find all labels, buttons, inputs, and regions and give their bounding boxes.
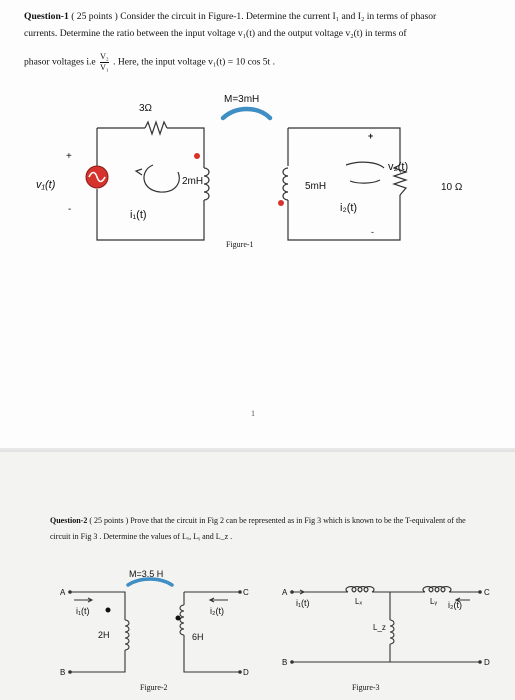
fig2-polarity-dot-left-icon	[106, 608, 111, 613]
fig2-node-b: B	[60, 668, 66, 677]
inductor-lz-icon	[390, 620, 394, 644]
fig3-current-1-label: i₁(t)	[296, 598, 310, 608]
fig2-mutual-coupling-icon	[128, 579, 172, 585]
fig3-node-c: C	[484, 588, 490, 597]
mesh-current-1-label: i₁(t)	[130, 209, 147, 221]
fig2-polarity-dot-right-icon	[176, 616, 181, 621]
fraction-numerator: V₂	[100, 52, 109, 61]
fig2-terminal-c-icon	[238, 590, 242, 594]
fig3-terminal-d-icon	[478, 660, 482, 664]
fig3-current-2-label: i₂(t)	[448, 600, 462, 610]
mutual-inductance-label: M=3mH	[224, 94, 260, 105]
inductor-lx-icon	[346, 587, 374, 592]
fig3-node-b: B	[282, 658, 288, 667]
fig3-terminal-a-icon	[290, 590, 294, 594]
inductor-ly-icon	[423, 587, 451, 592]
fig2-current-2-arrow	[210, 598, 228, 602]
inductor-5mh-label: 5mH	[305, 181, 327, 192]
fig2-inductor-2h-label: 2H	[98, 630, 110, 640]
question-1-line-2: currents. Determine the ratio between the input voltage v₁(t) and the output voltage v₂(t) in terms of	[24, 28, 407, 39]
page-number-mark: 1	[251, 409, 255, 418]
question-1-line-3-start: phasor voltages i.e	[24, 56, 96, 68]
figure-1-caption: Figure-1	[226, 240, 254, 249]
source-voltage-label: v₁(t)	[36, 179, 56, 191]
inductor-6h-icon	[180, 605, 184, 635]
fig2-inductor-6h-label: 6H	[192, 632, 204, 642]
fig2-terminal-d-icon	[238, 670, 242, 674]
source-plus-sign: +	[66, 151, 72, 162]
figure-3-caption: Figure-3	[352, 683, 380, 692]
fig2-node-c: C	[243, 588, 249, 597]
fig2-terminal-b-icon	[68, 670, 72, 674]
fig3-node-a: A	[282, 588, 288, 597]
figure-2-caption: Figure-2	[140, 683, 168, 692]
fig3-lx-label: Lₓ	[355, 597, 363, 606]
output-voltage-label: v₂(t)	[388, 161, 409, 173]
fig3-ly-label: Lᵧ	[430, 597, 438, 606]
fig2-left-bottom-wire	[70, 650, 125, 672]
fig3-lz-label: L_z	[373, 623, 386, 632]
fraction-denominator: V₁	[100, 63, 109, 72]
fig2-current-1-arrow	[74, 598, 92, 602]
fig3-node-d: D	[484, 658, 490, 667]
fig2-current-2-label: i₂(t)	[210, 606, 224, 616]
output-minus-sign: -	[371, 227, 374, 237]
fig2-terminal-a-icon	[68, 590, 72, 594]
question-1-line-1-text: Consider the circuit in Figure-1. Determine the current I₁ and I₂ in terms of phasor	[120, 11, 437, 22]
mesh-current-2-label: i₂(t)	[340, 202, 358, 214]
inductor-2mh-label: 2mH	[182, 176, 204, 187]
resistor-3ohm-label: 3Ω	[139, 103, 153, 114]
fig3-terminal-b-icon	[290, 660, 294, 664]
question-2-body: ( 25 points ) Prove that the circuit in Fig 2 can be represented as in Fig 3 which is known to be the T-equivalent of the circuit in Fig 3 . Determine the values of Lₓ, Lᵧ and L_z .	[50, 516, 466, 541]
fig2-node-a: A	[60, 588, 66, 597]
fig2-mutual-label: M=3.5 H	[129, 569, 164, 579]
output-plus-sign: +	[368, 131, 374, 141]
question-2-heading: Question-2	[50, 516, 88, 525]
fig3-terminal-c-icon	[478, 590, 482, 594]
fig2-node-d: D	[243, 668, 249, 677]
question-1-line-3-end: . Here, the input voltage v₁(t) = 10 cos 5t .	[113, 56, 276, 68]
fig3-current-1-arrow	[292, 590, 306, 594]
fig2-current-1-label: i₁(t)	[76, 606, 90, 616]
question-1-heading: Question-1	[24, 11, 69, 22]
resistor-10ohm-label: 10 Ω	[441, 182, 463, 193]
question-1-points: ( 25 points )	[71, 11, 118, 22]
source-minus-sign: -	[68, 204, 72, 215]
inductor-2h-icon	[125, 620, 129, 650]
